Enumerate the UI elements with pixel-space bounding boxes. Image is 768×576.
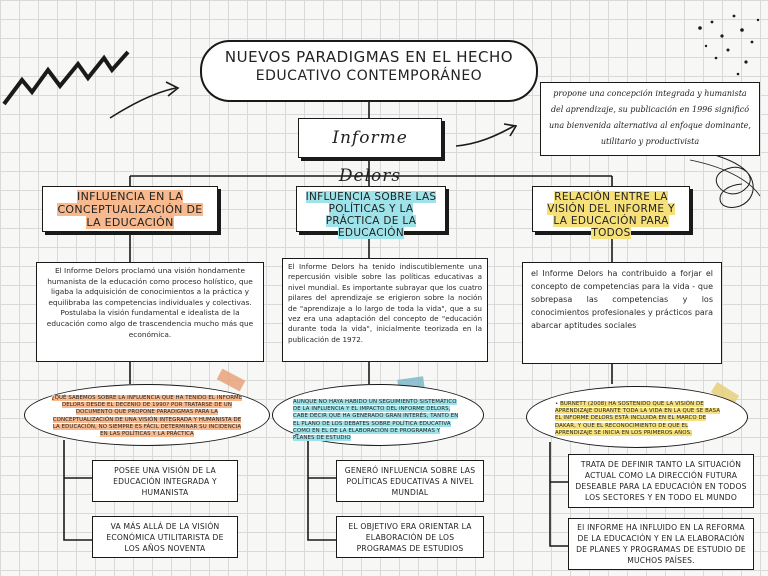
title-line-2: EDUCATIVO CONTEMPORÁNEO bbox=[255, 68, 483, 84]
column-3-header bbox=[532, 186, 690, 239]
column-2-header-text: INFLUENCIA SOBRE LAS POLÍTICAS Y LA PRÁCTICA DE LA EDUCACIÓN bbox=[305, 191, 437, 239]
column-2-oval-text: AUNQUE NO HAYA HABIDO UN SEGUIMIENTO SISTEMÁTICO DE LA INFLUENCIA Y EL IMPACTO DEL INFORME DELORS, CABE DECIR QUE HA GENERADO GRAN INTERÉS, TANTO EN EL PLANO DE LOS DEBATES SOBRE POLÍTICA EDUCATIVA COMO EN EL DE LA ELABORACIÓN DE PROGRAMAS Y PLANES DE ESTUDIO bbox=[293, 399, 459, 442]
column-2-sub-1 bbox=[336, 460, 484, 502]
center-label-box bbox=[298, 118, 442, 186]
column-2-sub-2 bbox=[336, 516, 484, 558]
scribble-doodle bbox=[696, 150, 753, 207]
column-1-oval bbox=[24, 384, 270, 446]
column-2-paragraph-box bbox=[282, 258, 488, 362]
column-3-sub-1 bbox=[568, 454, 754, 508]
column-1-sub-1-text: POSEE UNA VISIÓN DE LA EDUCACIÓN INTEGRADA Y HUMANISTA bbox=[113, 466, 217, 497]
column-3-sub-1-text: TRATA DE DEFINIR TANTO LA SITUACIÓN ACTUAL COMO LA DIRECCIÓN FUTURA DESEABLE PARA LA EDUCACIÓN EN TODOS LOS SECTORES Y EN TODO EL MUNDO bbox=[575, 460, 747, 502]
column-2-oval bbox=[272, 384, 484, 446]
column-3-oval-text: BURNETT (2008) HA SOSTENIDO QUE LA VISIÓN DE APRENDIZAJE DURANTE TODA LA VIDA EN LA QUE SE BASA EL INFORME DELORS ESTÁ INCLUIDA EN EL MARCO DE DAKAR, Y QUE EL RECONOCIMIENTO DE QUE EL APRENDIZAJE SE INICIA EN LOS PRIMEROS AÑOS. bbox=[555, 401, 721, 436]
column-2-sub-1-text: GENERÓ INFLUENCIA SOBRE LAS POLÍTICAS EDUCATIVAS A NIVEL MUNDIAL bbox=[344, 466, 476, 497]
zigzag-doodle bbox=[4, 52, 128, 104]
column-1-paragraph: El Informe Delors proclamó una visión hondamente humanista de la educación como proceso holístico, que ligaba la adquisición de conocimientos a la práctica y equilibraba las competencias individuales y colectivas. Postulaba la visión fundamental e idealista de la educación como algo de trascendencia mucho más que económica. bbox=[46, 266, 254, 339]
column-3-paragraph: el Informe Delors ha contribuido a forjar el concepto de competencias para la vida - que sobrepasa las competencias y los conocimientos profesionales y prácticos para abarcar aptitudes sociales bbox=[531, 269, 713, 330]
column-1-sub-2 bbox=[92, 516, 238, 558]
title-line-1: NUEVOS PARADIGMAS EN EL HECHO bbox=[224, 48, 514, 66]
center-label: Informe Delors bbox=[332, 128, 408, 186]
column-2-header bbox=[296, 186, 446, 239]
column-1-sub-1 bbox=[92, 460, 238, 502]
column-1-sub-2-text: VA MÁS ALLÁ DE LA VISIÓN ECONÓMICA UTILITARISTA DE LOS AÑOS NOVENTA bbox=[106, 522, 224, 553]
column-3-sub-2 bbox=[568, 518, 754, 570]
column-1-header-text: INFLUENCIA EN LA CONCEPTUALIZACIÓN DE LA EDUCACIÓN bbox=[57, 190, 203, 229]
side-note-box bbox=[540, 82, 760, 156]
column-3-paragraph-box bbox=[522, 262, 722, 364]
column-1-oval-text: ¿QUÉ SABEMOS SOBRE LA INFLUENCIA QUE HA TENIDO EL INFORME DELORS DESDE EL DECENIO DE 1990? POR TRATARSE DE UN DOCUMENTO QUE PROPONE PARADIGMAS PARA LA CONCEPTUALIZACIÓN DE UNA VISIÓN INTEGRADA Y HUMANISTA DE LA EDUCACIÓN, NO SIEMPRE ES FÁCIL DETERMINAR SU INCIDENCIA EN LAS POLÍTICAS Y LA PRÁCTICA bbox=[51, 395, 243, 438]
dots-doodle bbox=[698, 15, 759, 76]
column-2-sub-2-text: EL OBJETIVO ERA ORIENTAR LA ELABORACIÓN DE LOS PROGRAMAS DE ESTUDIOS bbox=[348, 522, 472, 553]
column-3-sub-2-text: El INFORME HA INFLUIDO EN LA REFORMA DE LA EDUCACIÓN Y EN LA ELABORACIÓN DE PLANES Y PROGRAMAS DE ESTUDIO DE MUCHOS PAÍSES. bbox=[576, 523, 746, 565]
arrow-doodle-right bbox=[456, 126, 514, 146]
column-3-header-text: RELACIÓN ENTRE LA VISIÓN DEL INFORME Y LA EDUCACIÓN PARA TODOS bbox=[547, 191, 675, 239]
arrow-doodle-left bbox=[110, 88, 176, 118]
column-3-oval bbox=[526, 386, 748, 448]
column-1-paragraph-box bbox=[36, 262, 264, 362]
main-title bbox=[200, 40, 538, 102]
side-note-text: propone una concepción integrada y humanista del aprendizaje, su publicación en 1996 significó una bienvenida alternativa al enfoque dominante, utilitario y productivista bbox=[549, 89, 751, 146]
column-2-paragraph: El Informe Delors ha tenido indiscutiblemente una repercusión visible sobre las políticas educativas a nivel mundial. Es importante subrayar que los cuatro pilares del aprendizaje se erigieron sobre la noción de "aprendizaje a lo largo de toda la vida", que a su vez era una adaptación del concepto de "educación durante toda la vida", inicialmente teorizada en la publicación de 1972. bbox=[288, 262, 482, 344]
bullet-icon: • bbox=[555, 401, 561, 407]
column-1-header bbox=[42, 186, 218, 232]
